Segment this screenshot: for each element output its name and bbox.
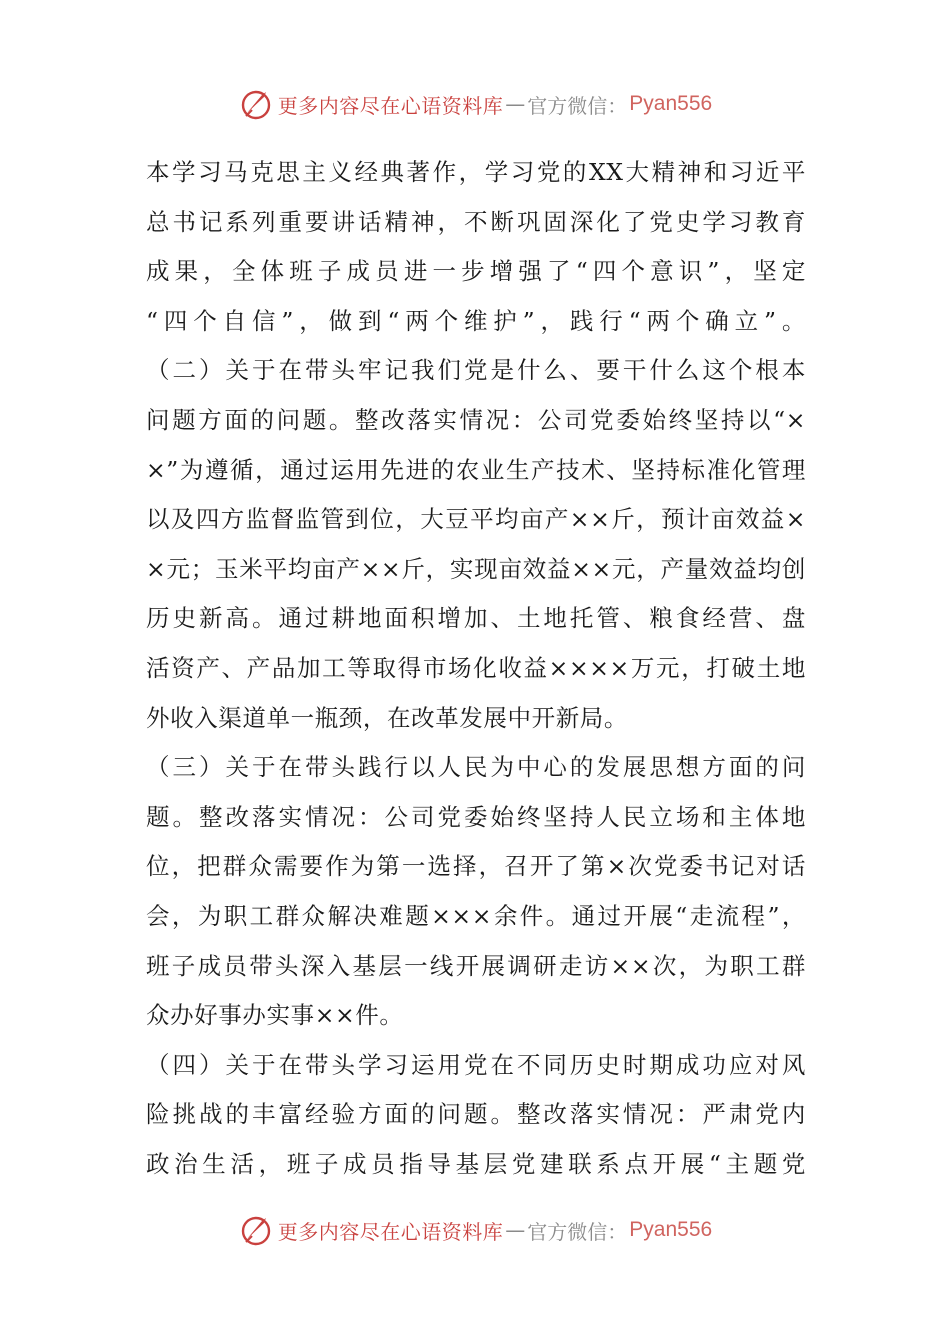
text-line: 题。整改落实情况：公司党委始终坚持人民立场和主体地 <box>146 802 806 831</box>
footer-banner-text: 更多内容尽在心语资料库 <box>277 1219 504 1244</box>
header-banner-text: 更多内容尽在心语资料库 <box>277 93 504 118</box>
header-banner <box>0 84 950 124</box>
text-line: 班子成员带头深入基层一线开展调研走访××次，为职工群 <box>146 951 806 980</box>
text-line: 本学习马克思主义经典著作，学习党的XX大精神和习近平 <box>146 158 806 186</box>
header-separator: — <box>505 92 526 116</box>
footer-separator: — <box>505 1218 526 1242</box>
text-line: （三）关于在带头践行以人民为中心的发展思想方面的问 <box>146 753 806 782</box>
text-line: ×”为遵循，通过运用先进的农业生产技术、坚持标准化管理 <box>146 455 806 484</box>
text-line: 以及四方监督监管到位，大豆平均亩产××斤，预计亩效益× <box>146 505 806 534</box>
text-line: 险挑战的丰富经验方面的问题。整改落实情况：严肃党内 <box>146 1100 806 1129</box>
quill-logo-icon <box>238 86 274 122</box>
text-line: 外收入渠道单一瓶颈，在改革发展中开新局。 <box>146 703 628 732</box>
text-line: 问题方面的问题。整改落实情况：公司党委始终坚持以“× <box>146 405 806 434</box>
quill-logo-icon <box>238 1212 274 1248</box>
text-line: 成果，全体班子成员进一步增强了“四个意识”，坚定 <box>146 257 806 286</box>
footer-wechat-label: 官方微信： <box>527 1219 628 1244</box>
text-line: 位，把群众需要作为第一选择，召开了第×次党委书记对话 <box>146 852 806 881</box>
footer-banner <box>0 1210 950 1250</box>
header-wechat-id: Pyan556 <box>629 92 713 115</box>
text-line: 众办好事办实事××件。 <box>146 1001 404 1030</box>
footer-wechat-id: Pyan556 <box>629 1218 713 1241</box>
text-line: （四）关于在带头学习运用党在不同历史时期成功应对风 <box>146 1050 806 1079</box>
text-line: （二）关于在带头牢记我们党是什么、要干什么这个根本 <box>146 356 806 385</box>
text-line: 历史新高。通过耕地面积增加、土地托管、粮食经营、盘 <box>146 604 806 633</box>
text-line: 政治生活，班子成员指导基层党建联系点开展“主题党 <box>146 1149 806 1178</box>
document-body <box>146 148 806 1189</box>
text-line: 总书记系列重要讲话精神，不断巩固深化了党史学习教育 <box>146 207 806 236</box>
text-line: “四个自信”，做到“两个维护”，践行“两个确立”。 <box>146 306 806 335</box>
text-line: 会，为职工群众解决难题×××余件。通过开展“走流程”， <box>146 901 806 930</box>
text-line: ×元；玉米平均亩产××斤，实现亩效益××元，产量效益均创 <box>146 554 806 583</box>
header-wechat-label: 官方微信： <box>527 93 628 118</box>
text-line: 活资产、产品加工等取得市场化收益××××万元，打破土地 <box>146 653 806 682</box>
